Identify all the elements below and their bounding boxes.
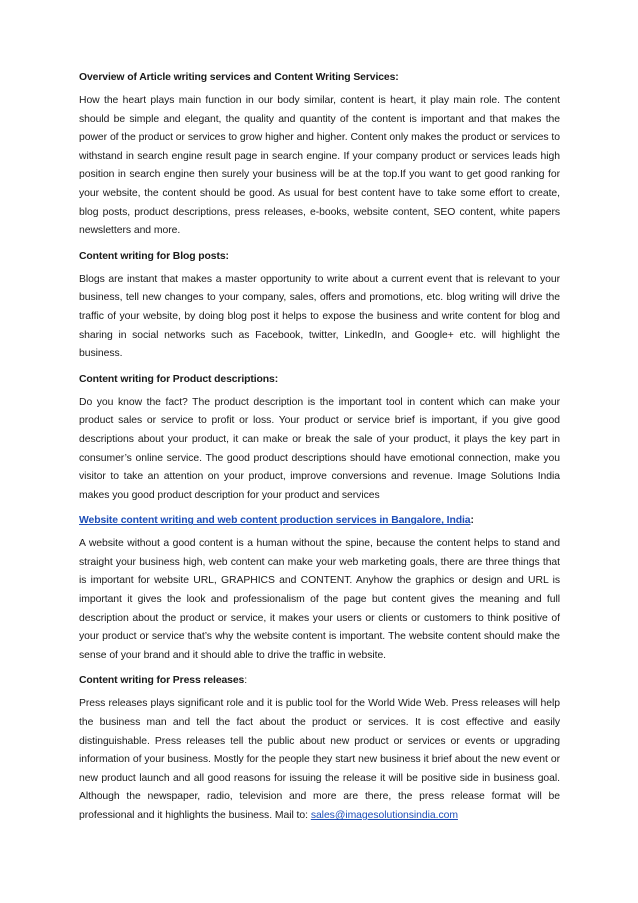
- section-heading-blog-posts: Content writing for Blog posts:: [79, 250, 229, 262]
- section-body-press-releases: [79, 695, 560, 825]
- heading-colon: :: [470, 515, 474, 527]
- section-heading-overview: Overview of Article writing services and Content Writing Services:: [79, 72, 399, 83]
- section-heading-website-content: [79, 513, 560, 528]
- document-page: [79, 70, 560, 834]
- email-link[interactable]: sales@imagesolutionsindia.com: [310, 810, 458, 821]
- heading-colon: :: [244, 675, 248, 687]
- section-body-overview: How the heart plays main function in our body similar, content is heart, it play main role. The content should be simple and elegant, the quality and quantity of the content is important and that makes the power of the product or services to grow higher and higher. Content only makes the product or services to withstand in search engine result page in search engine. If your company product or services leads high position in search engine then surely your business will be at the top.If you want to get good ranking for your website, the content should be good. As usual for best content have to take some effort to create, blog posts, product descriptions, press releases, e-books, website content, SEO content, white papers newsletters and more.: [79, 95, 560, 237]
- press-body-text: Press releases plays significant role and it is public tool for the World Wide Web. Press releases will help the business man and tell the fact about the product or services. It is cost effective and easily distinguishable. Press releases tell the public about new product or services or events or upgrading information of your business. Mostly for the people they start new business it brief about the new event or new product launch and all good reasons for issuing the release it will be positive side in business goal. Although the newspaper, radio, television and more are there, the press release format will be professional and it highlights the business. Mail to:: [79, 698, 560, 821]
- section-heading-product-descriptions: Content writing for Product descriptions:: [79, 373, 279, 385]
- website-content-link[interactable]: Website content writing and web content production services in Bangalore, India: [79, 515, 471, 527]
- section-heading-press-releases: [79, 673, 560, 688]
- section-body-website-content: A website without a good content is a human without the spine, because the content helps to stand and straight your business high, web content can make your web marketing goals, there are three things that is important for website URL, GRAPHICS and CONTENT. Anyhow the graphics or design and URL is important it gives the look and professionalism of the page but content gives the meaning and full description about the product or service, it makes your users or clients or customers to think positive of your product or service that’s why the website content is important. The website content should make the sense of your brand and it should able to drive the traffic in website.: [79, 538, 560, 661]
- section-body-product-descriptions: Do you know the fact? The product description is the important tool in content which can make your product sales or service to profit or loss. Your product or service brief is important, if you give good descriptions about your product, it can make or break the sale of your product, it plays the key part in consumer’s online service. The good product descriptions should have emotional connection, make you visitor to take an attention on your product, improve conversions and revenue. Image Solutions India makes you good product description for your product and services: [79, 396, 560, 501]
- heading-text: Content writing for Press releases: [79, 675, 245, 687]
- section-body-blog-posts: Blogs are instant that makes a master opportunity to write about a current event that is relevant to your business, tell new changes to your company, sales, offers and promotions, etc. blog writing will drive the traffic of your website, by doing blog post it helps to expose the business and write content for blog and sharing in social networks such as Facebook, twitter, LinkedIn, and Google+ etc. will highlight the business.: [79, 273, 560, 360]
